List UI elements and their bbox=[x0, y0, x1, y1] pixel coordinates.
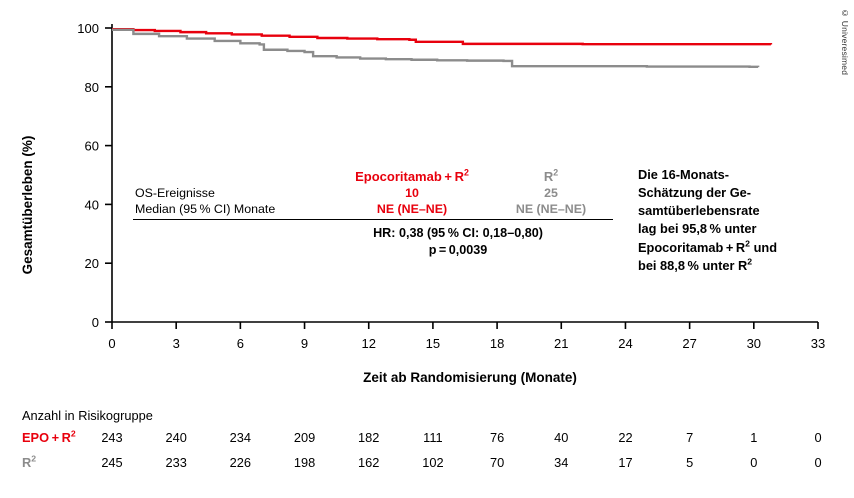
risk-value: 240 bbox=[165, 430, 187, 445]
risk-value: 102 bbox=[422, 455, 444, 470]
svg-text:33: 33 bbox=[810, 336, 826, 351]
risk-table-title: Anzahl in Risikogruppe bbox=[22, 408, 153, 423]
curve-1 bbox=[112, 30, 758, 67]
risk-table-row-b bbox=[22, 455, 842, 475]
hazard-ratio-line: HR: 0,38 (95 % CI: 0,18–0,80) bbox=[373, 226, 543, 240]
svg-text:6: 6 bbox=[236, 336, 244, 351]
risk-value: 245 bbox=[101, 455, 123, 470]
svg-text:0: 0 bbox=[108, 336, 116, 351]
risk-value: 5 bbox=[686, 455, 694, 470]
risk-value: 182 bbox=[358, 430, 380, 445]
risk-row-label-b: $R^2$ bbox=[22, 453, 37, 470]
risk-value: 40 bbox=[554, 430, 569, 445]
stats-header-arm-b: $R^2$ bbox=[543, 167, 559, 184]
x-axis-label: Zeit ab Randomisierung (Monate) bbox=[363, 370, 577, 385]
risk-value: 0 bbox=[750, 455, 758, 470]
risk-row-label-a: EPO + $R^2$ bbox=[22, 428, 76, 445]
annotation-text bbox=[638, 166, 838, 275]
statistics-table bbox=[133, 168, 613, 259]
risk-value: 70 bbox=[489, 455, 505, 470]
stats-row-events bbox=[133, 185, 613, 201]
svg-text:15: 15 bbox=[425, 336, 441, 351]
risk-value: 7 bbox=[686, 430, 694, 445]
risk-value: 76 bbox=[489, 430, 505, 445]
svg-text:3: 3 bbox=[172, 336, 180, 351]
svg-text:80: 80 bbox=[84, 79, 99, 95]
stats-row-events-label: OS-Ereignisse bbox=[135, 186, 215, 200]
risk-value: 233 bbox=[165, 455, 187, 470]
stats-row-median-value-b: NE (NE–NE) bbox=[515, 202, 587, 216]
svg-text:24: 24 bbox=[618, 336, 633, 351]
risk-value: 111 bbox=[423, 430, 443, 445]
annotation-line-6: bei 88,8 % unter R bbox=[638, 257, 748, 273]
svg-text:21: 21 bbox=[554, 336, 569, 351]
risk-table-row-a bbox=[22, 430, 842, 450]
copyright-notice: © Univeresimed bbox=[840, 8, 850, 76]
svg-text:18: 18 bbox=[489, 336, 505, 351]
svg-text:27: 27 bbox=[682, 336, 697, 351]
p-value-line: p = 0,0039 bbox=[428, 243, 488, 257]
risk-value: 1 bbox=[750, 430, 758, 445]
annotation-line-1: Die 16-Monats- bbox=[638, 167, 730, 182]
svg-text:20: 20 bbox=[84, 256, 99, 272]
sup-2: 2 bbox=[70, 428, 76, 439]
svg-text:12: 12 bbox=[361, 336, 376, 351]
risk-value: 198 bbox=[293, 455, 316, 470]
risk-value: 17 bbox=[618, 455, 633, 470]
risk-value: 234 bbox=[229, 430, 252, 445]
sup-2: 2 bbox=[747, 256, 753, 267]
risk-value: 22 bbox=[618, 430, 633, 445]
risk-value: 0 bbox=[814, 430, 822, 445]
stats-row-median-value-a: NE (NE–NE) bbox=[376, 202, 448, 216]
stats-row-events-value-b: 25 bbox=[544, 186, 558, 200]
risk-value: 226 bbox=[229, 455, 252, 470]
stats-row-events-value-a: 10 bbox=[405, 186, 419, 200]
annotation-line-4: lag bei 95,8 % unter bbox=[638, 221, 757, 237]
stats-divider bbox=[133, 217, 613, 220]
sup-2: 2 bbox=[553, 167, 559, 178]
risk-value: 34 bbox=[554, 455, 569, 470]
annotation-line-5-tail: und bbox=[750, 239, 778, 255]
svg-text:100: 100 bbox=[77, 21, 99, 36]
stats-row-median-label: Median (95 % CI) Monate bbox=[135, 202, 276, 216]
stats-header-arm-a: Epocoritamab + $R^2$ bbox=[355, 167, 469, 184]
sup-2: 2 bbox=[31, 453, 37, 464]
hazard-ratio-block bbox=[133, 225, 613, 259]
stats-row-median bbox=[133, 201, 613, 217]
annotation-line-3: samtüberlebensrate bbox=[638, 203, 760, 219]
svg-text:9: 9 bbox=[300, 336, 309, 351]
curve-0 bbox=[112, 29, 771, 44]
svg-text:0: 0 bbox=[91, 315, 99, 330]
annotation-line-2: Schätzung der Ge- bbox=[638, 185, 752, 201]
risk-value: 209 bbox=[293, 430, 316, 445]
stats-header-row bbox=[133, 168, 613, 185]
svg-text:60: 60 bbox=[84, 138, 99, 154]
risk-value: 162 bbox=[358, 455, 380, 470]
annotation-line-5: Epocoritamab + R bbox=[638, 239, 746, 255]
svg-text:40: 40 bbox=[84, 197, 99, 213]
risk-value: 243 bbox=[101, 430, 123, 445]
y-axis-label: Gesamtüberleben (%) bbox=[20, 135, 35, 275]
risk-value: 0 bbox=[814, 455, 822, 470]
stats-header-blank bbox=[133, 168, 335, 185]
sup-2: 2 bbox=[463, 167, 469, 178]
svg-text:30: 30 bbox=[746, 336, 762, 351]
sup-2: 2 bbox=[745, 238, 751, 249]
